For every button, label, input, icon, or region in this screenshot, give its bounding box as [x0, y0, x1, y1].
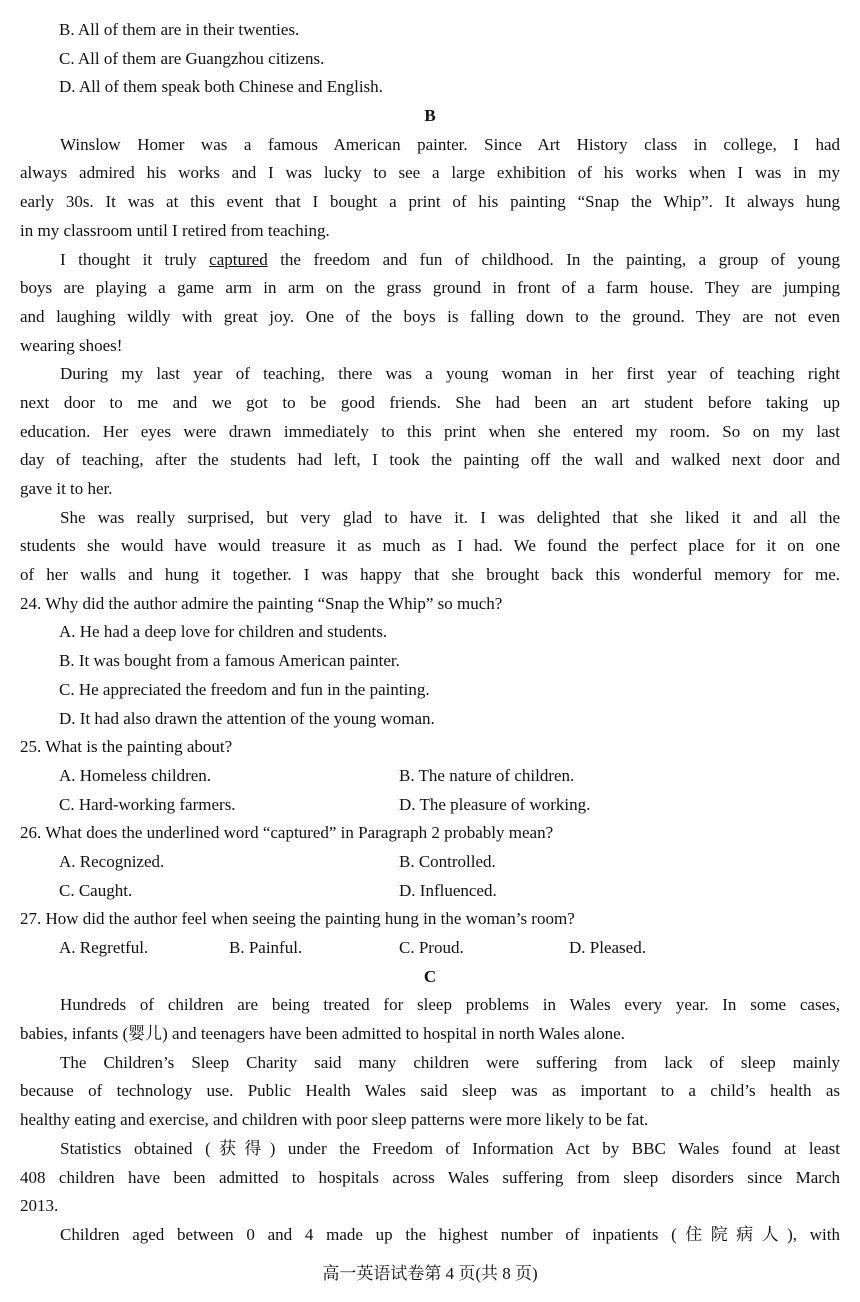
section-b-paragraph-4	[20, 504, 840, 590]
section-b-title: B	[424, 106, 436, 126]
option-a: A. Homeless children.	[59, 765, 212, 785]
option-d: D. Pleased.	[569, 938, 646, 957]
option-c: C. Caught.	[59, 880, 133, 900]
option-row	[20, 848, 840, 877]
paragraph-line: of her walls and hung it together. I was happy that she brought back this wonderful memory for me.	[20, 565, 840, 585]
option-b: B. The nature of children.	[399, 765, 575, 785]
paragraph-line: The Children’s Sleep Charity said many children were suffering from lack of sleep mainly	[60, 1052, 840, 1072]
page-footer: 高一英语试卷第 4 页(共 8 页)	[322, 1264, 538, 1283]
option-b: B. Painful.	[229, 938, 303, 957]
question-27	[20, 905, 840, 962]
option-d-prev: D. All of them speak both Chinese and English.	[59, 77, 383, 97]
option-d: D. Influenced.	[399, 880, 497, 900]
text-span: I thought it truly	[60, 249, 210, 269]
paragraph-line: During my last year of teaching, there was a young woman in her first year of teaching right	[60, 364, 840, 384]
option-b-prev: B. All of them are in their twenties.	[59, 20, 300, 39]
option-a: A. He had a deep love for children and students.	[59, 622, 388, 642]
underlined-word: captured	[209, 249, 268, 269]
option-row	[20, 934, 840, 963]
question-25	[20, 733, 840, 819]
section-b-paragraph-1	[20, 131, 840, 246]
section-b-paragraph-2	[20, 246, 840, 361]
question-stem: 26. What does the underlined word “captured” in Paragraph 2 probably mean?	[20, 823, 554, 843]
option-a: A. Recognized.	[59, 851, 165, 871]
option-b: B. Controlled.	[399, 851, 496, 871]
option-d: D. The pleasure of working.	[399, 794, 591, 814]
paragraph-line: healthy eating and exercise, and children with poor sleep patterns were more likely to be fat.	[20, 1110, 649, 1130]
option-c: C. Hard-working farmers.	[59, 794, 236, 814]
paragraph-line: day of teaching, after the students had left, I took the painting off the wall and walked next door and	[20, 450, 840, 470]
question-24	[20, 590, 840, 733]
option-c: C. Proud.	[399, 938, 464, 957]
option-c-prev: C. All of them are Guangzhou citizens.	[59, 48, 325, 68]
option-b: B. It was bought from a famous American painter.	[59, 651, 400, 671]
section-c-paragraph-3	[20, 1135, 840, 1221]
paragraph-line: Hundreds of children are being treated for sleep problems in Wales every year. In some cases,	[60, 995, 840, 1015]
section-b-paragraph-3	[20, 360, 840, 503]
paragraph-line: Children aged between 0 and 4 made up the highest number of inpatients (住院病人), with	[60, 1224, 840, 1244]
paragraph-line: She was really surprised, but very glad to have it. I was delighted that she liked it and all the	[60, 507, 840, 527]
paragraph-line: wearing shoes!	[20, 335, 123, 355]
paragraph-line: because of technology use. Public Health Wales said sleep was as important to a child’s health as	[20, 1081, 840, 1101]
paragraph-line: always admired his works and I was lucky to see a large exhibition of his works when I was in my	[20, 163, 840, 183]
paragraph-line: 2013.	[20, 1196, 59, 1216]
paragraph-line: gave it to her.	[20, 479, 113, 498]
paragraph-line: in my classroom until I retired from teaching.	[20, 220, 330, 240]
exam-page	[20, 16, 840, 1250]
section-c-title: C	[423, 966, 437, 986]
paragraph-line	[20, 246, 840, 275]
paragraph-line: Winslow Homer was a famous American painter. Since Art History class in college, I had	[60, 134, 840, 154]
question-26	[20, 819, 840, 905]
paragraph-line: boys are playing a game arm in arm on the grass ground in front of a farm house. They are jumping	[20, 278, 840, 298]
section-c-paragraph-4	[20, 1221, 840, 1250]
paragraph-line: next door to me and we got to be good friends. She had been an art student before taking up	[20, 392, 840, 412]
section-c-paragraph-1	[20, 991, 840, 1048]
option-c: C. He appreciated the freedom and fun in the painting.	[59, 679, 430, 699]
option-row	[20, 762, 840, 791]
paragraph-line: babies, infants (婴儿) and teenagers have been admitted to hospital in north Wales alone.	[20, 1024, 625, 1044]
question-stem: 24. Why did the author admire the painting “Snap the Whip” so much?	[20, 593, 503, 613]
question-stem: 25. What is the painting about?	[20, 737, 233, 757]
paragraph-line: early 30s. It was at this event that I bought a print of his painting “Snap the Whip”. It always hung	[20, 192, 840, 212]
paragraph-line: education. Her eyes were drawn immediately to this print when she entered my room. So on my last	[20, 421, 840, 441]
section-c-paragraph-2	[20, 1049, 840, 1135]
option-a: A. Regretful.	[59, 938, 149, 957]
paragraph-line: 408 children have been admitted to hospitals across Wales suffering from sleep disorders since March	[20, 1167, 840, 1187]
paragraph-line: students she would have would treasure it as much as I had. We found the perfect place for it on one	[20, 536, 840, 556]
text-span: the freedom and fun of childhood. In the painting, a group of young	[267, 249, 840, 269]
option-d: D. It had also drawn the attention of the young woman.	[59, 708, 435, 728]
option-row	[20, 791, 840, 820]
paragraph-line: and laughing wildly with great joy. One of the boys is falling down to the ground. They are not even	[20, 306, 840, 326]
question-stem: 27. How did the author feel when seeing the painting hung in the woman’s room?	[20, 909, 575, 929]
paragraph-line: Statistics obtained (获得) under the Freedom of Information Act by BBC Wales found at least	[60, 1138, 840, 1158]
option-row	[20, 877, 840, 906]
